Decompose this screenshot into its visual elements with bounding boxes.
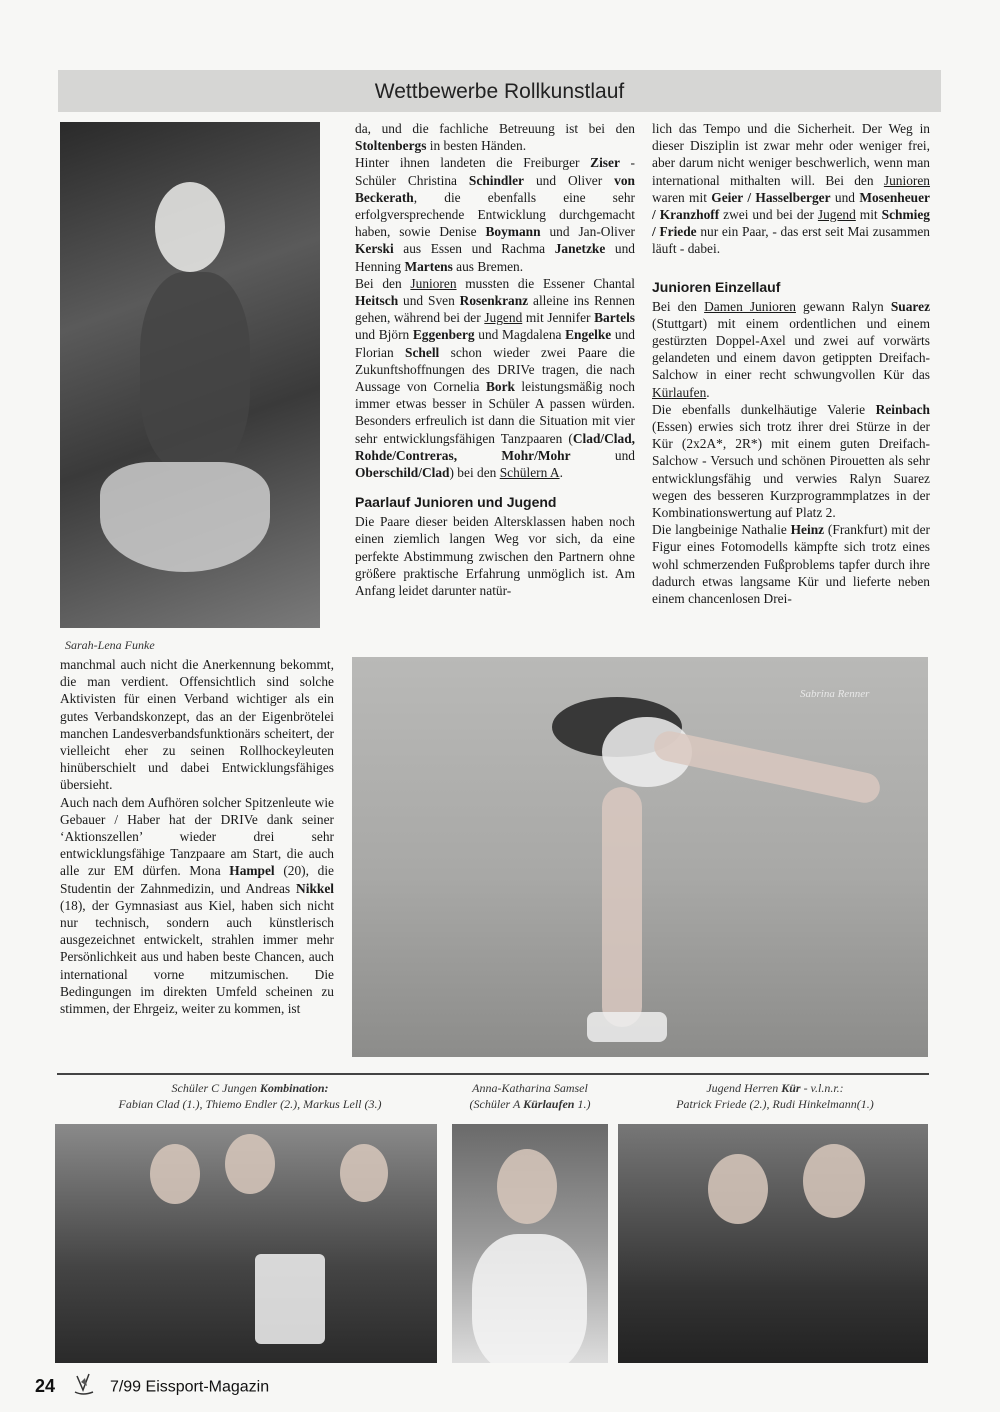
photo-caption-bottom-2: Anna-Katharina Samsel (Schüler A Kürlaufen 1.) xyxy=(469,1081,591,1111)
article-column-2 xyxy=(355,120,635,599)
paragraph: Die ebenfalls dunkelhäutige Valerie Reinbach (Essen) erwies sich trotz ihrer drei Stürze in der Kür (2x2A*, 2R*) mit einem guten Dreifach-Salchow - Versuch und schönen Pirouetten als sehr entwicklungsfähig und verwies Ralyn Suarez wegen des besseren Kurzprogrammplatzes in der Kombinationswertung auf Platz 2. xyxy=(652,401,930,521)
section-banner xyxy=(58,70,941,112)
paragraph: lich das Tempo und die Sicherheit. Der Weg in dieser Disziplin ist zwar mehr oder weniger frei, aber darum nicht weniger beschwerlich, wenn man international mithalten will. Bei den Junioren waren mit Geier / Hasselberger und Mosenheuer / Kranzhoff zwei und bei der Jugend mit Schmieg / Friede nur ein Paar, - das erst seit Mai zusammen läuft - dabei. xyxy=(652,121,931,257)
paragraph: Auch nach dem Aufhören solcher Spitzenleute wie Gebauer / Haber hat der DRIVe dank seiner ‘Aktionszellen’ wieder drei sehr entwicklungsfähige Tanzpaare am Start, die auch alle zur EM dürfen. Mona Hampel (20), die Studentin der Zahnmedizin, und Andreas Nikkel (18), der Gymnasiast aus Kiel, haben sich nicht nur technisch, sondern auch künstlerisch ausgezeichnet entwickelt, strahlen immer mehr Persönlichkeit aus und haben beste Chancen, auch international vorne mitzumischen. Die Bedingungen im direkten Umfeld scheinen zu stimmen, der Ehrgeiz, weiter zu kommen, ist xyxy=(60,794,334,1017)
subheading-junioren-einzellauf: Junioren Einzellauf xyxy=(652,278,781,295)
photo-anna-katharina-samsel xyxy=(452,1124,608,1363)
photo-caption-main: Sarah-Lena Funke xyxy=(65,638,155,652)
paragraph: Bei den Junioren mussten die Essener Chantal Heitsch und Sven Rosenkranz alleine ins Rennen gehen, während bei der Jugend mit Jennifer Bartels und Björn Eggenberg und Magdalena Engelke und Florian Schell schon wieder zwei Paare die Zukunftshoffnungen des DRIVe tragen, die nach Aussage von Cornelia Bork leistungsmäßig noch immer etwas besser in Schüler A passen würden. Besonders erfreulich ist dann die Situation mit vier sehr entwicklungsfähigen Tanzpaaren (Clad/Clad, Rohde/Contreras, Mohr/Mohr und Oberschild/Clad) bei den Schülern A. xyxy=(355,275,636,481)
page-number: 24 xyxy=(35,1375,56,1396)
photo-caption-bottom-1: Schüler C Jungen Kombination: Fabian Clad (1.), Thiemo Endler (2.), Markus Lell (3.) xyxy=(118,1081,382,1111)
photo-caption-bottom-3: Jugend Herren Kür - v.l.n.r.: Patrick Friede (2.), Rudi Hinkelmann(1.) xyxy=(676,1081,874,1111)
paragraph: manchmal auch nicht die Anerkennung bekommt, die man verdient. Offensichtlich sind solche Aktivisten für einen Verband wichtiger als ein gutes Verbandskonzept, das an der Eigenbrötelei manchen Landesverbandsfunktionärs scheitert, der vielleicht eher zu seinen Rollhockeyleuten hinüberschielt und dabei Entwicklungsfähiges übersieht. xyxy=(60,657,334,793)
paragraph: Bei den Damen Junioren gewann Ralyn Suarez (Stuttgart) mit einem ordentlichen und einem gestürzten Doppel-Axel und zwei auf vorwärts gelandeten und einem davon getippten Dreifach-Salchow in einer recht schwungvollen Kür das Kürlaufen. xyxy=(652,298,931,400)
paragraph: da, und die fachliche Betreuung ist bei den Stoltenbergs in besten Händen. xyxy=(355,121,635,154)
article-column-1 xyxy=(60,656,334,1017)
photo-credit: Sabrina Renner xyxy=(800,688,870,700)
photo-jugend-herren-kuer xyxy=(618,1124,928,1363)
photo-sarah-lena-funke xyxy=(60,122,320,628)
paragraph: Die Paare dieser beiden Altersklassen haben noch einen ziemlich langen Weg vor sich, da eine perfekte Abstimmung zwischen den Partnern ohne größere praktische Erfahrung unmöglich ist. Am Anfang leidet darunter natür- xyxy=(355,514,635,599)
divider-rule xyxy=(57,1073,929,1075)
page-footer xyxy=(35,1372,269,1403)
section-title: Wettbewerbe Rollkunstlauf xyxy=(374,80,625,103)
subheading-paarlauf: Paarlauf Junioren und Jugend xyxy=(355,494,557,511)
paragraph: Die langbeinige Nathalie Heinz (Frankfurt) mit der Figur eines Fotomodells kämpfte sich trotz eines wohl schmerzenden Fußproblems tapfer durch ihre dadurch etwas langsame Kür und lieferte neben einem chancenlosen Drei- xyxy=(652,522,930,607)
photo-schueler-c-jungen xyxy=(55,1124,437,1363)
photo-sabrina-renner xyxy=(352,657,928,1057)
issue-label: 7/99 Eissport-Magazin xyxy=(109,1378,270,1396)
skater-logo-icon xyxy=(69,1372,97,1403)
paragraph: Hinter ihnen landeten die Freiburger Ziser - Schüler Christina Schindler und Oliver von Beckerath, die ebenfalls eine sehr erfolgversprechende Entwicklung durchgemacht haben, sowie Denise Boymann und Jan-Oliver Kerski aus Essen und Rachma Janetzke und Henning Martens aus Bremen. xyxy=(355,155,635,274)
article-column-3 xyxy=(652,120,930,607)
